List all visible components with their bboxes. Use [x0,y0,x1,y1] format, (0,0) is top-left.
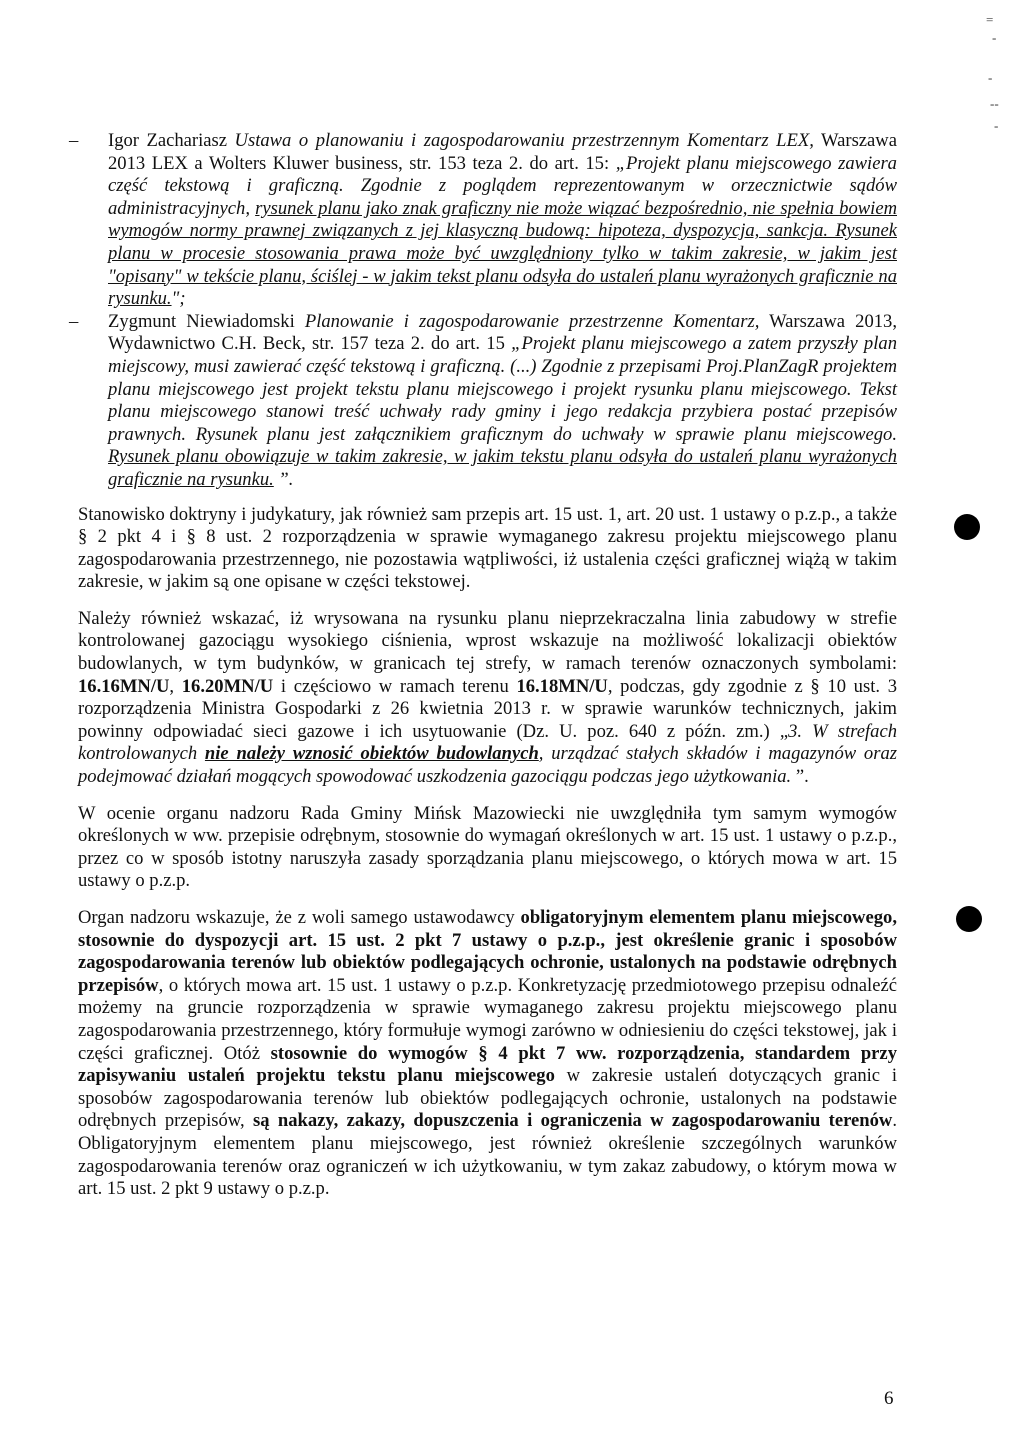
citation-author: Igor Zachariasz [108,130,235,151]
paragraph-text: Należy również wskazać, iż wrysowana na rysunku planu nieprzekraczalna linia zabudowy w strefie kontrolowanej gazociągu wysokiego ciśnienia, wprost wskazuje na możliwość lokalizacji obiektów budowlanych, w tym budynków, w granicach tej strefy, w ramach terenów oznaczonych symbolami: [78,607,897,675]
punch-hole-dot [954,514,980,540]
paragraph-text: ”. [791,766,809,788]
paragraph-text: , podczas, gdy zgodnie z § 10 ust. 3 rozporządzenia Ministra Gospodarki z 26 kwietnia 2013 r. w sprawie warunków technicznych, jakim powinny odpowiadać sieci gazowe i ich usytuowanie (Dz. U. poz. 640 z późn. zm.) „ [78,675,897,742]
punch-hole-dot [956,906,982,932]
citation-publication: Warszawa 2013, Wydawnictwo C.H. Beck, str. 157 teza 2. do art. 15 [108,310,897,355]
citation-quote: „Projekt planu miejscowego zawiera część tekstową i graficzną. Zgodnie z poglądem reprezentowanym w orzecznictwie sądów administracyjnych, [108,152,897,219]
document-body [69,130,898,1201]
paragraph-text: Organ nadzoru wskazuje, że z woli samego ustawodawcy [78,907,521,928]
bold-emphasis: stosownie do wymogów § 4 pkt 7 ww. rozporządzenia, standardem przy zapisywaniu ustaleń projektu tekstu planu miejscowego [78,1042,897,1087]
citation-publication: Warszawa 2013 LEX a Wolters Kluwer business, str. 153 teza 2. do art. 15: [108,130,897,174]
bullet-dash: – [69,310,79,332]
paragraph-text: w zakresie ustaleń dotyczących granic i sposobów zagospodarowania terenów lub obiektów podlegających ochronie, ustalonych na podstawie odrębnych przepisów, [78,1065,897,1132]
margin-mark: - [994,118,999,133]
zone-symbol: 16.20MN/U [181,675,274,697]
zone-symbol: 16.18MN/U [516,675,608,697]
citation-quote-underlined: Rysunek planu obowiązuje w takim zakresie, w jakim tekstu planu odsyła do ustaleń planu wyrażonych graficznie na rysunku. [108,446,897,490]
page-number: 6 [884,1388,894,1409]
citation-quote-underlined: rysunek planu jako znak graficzny nie może wiązać bezpośrednio, nie spełnia bowiem wymogów normy prawnej związanych z jej klasyczną budową: hipoteza, dyspozycja, sankcja. Rysunek planu w procesie stosowania prawa może być uwzględniony tylko w takim zakresie, w jakim jest "opisany" w tekście planu, ściślej - w jakim tekst planu odsyła do ustaleń planu wyrażonych graficznie na rysunku. [108,197,897,310]
paragraph [78,907,897,1201]
citation-title: Ustawa o planowaniu i zagospodarowaniu przestrzennym Komentarz LEX, [234,130,814,151]
paragraph [78,608,897,789]
paragraph-text: , o których mowa art. 15 ust. 1 ustawy o p.z.p. Konkretyzację przedmiotowego przepisu odnaleźć możemy na gruncie rozporządzenia w sprawie wymaganego zakresu projektu miejscowego planu zagospodarowania przestrzennego, który formułuje wymogi zarówno w odniesieniu do części tekstowej, jak i części graficznej. Otóż [78,974,897,1064]
zone-symbol: 16.16MN/U [78,675,170,697]
bold-emphasis: obligatoryjnym elementem planu miejscowego, stosownie do dyspozycji art. 15 ust. 2 pkt 7 ustawy o p.z.p., jest określenie granic i sposobów zagospodarowania terenów lub obiektów podlegających ochronie, ustalonych na podstawie odrębnych przepisów [78,907,897,996]
bullet-dash: – [69,130,79,151]
citation-quote-end: ”. [273,468,294,490]
margin-mark: - [992,30,997,45]
quote-text: , urządzać stałych składów i magazynów oraz podejmować działań mogących spowodować uszkodzenia gazociągu podczas jego użytkowania. [78,743,898,788]
citation-item [69,130,897,311]
bold-emphasis: są nakazy, zakazy, dopuszczenia i ograniczenia w zagospodarowaniu terenów [253,1110,893,1132]
paragraph-text: i częściowo w ramach terenu [273,675,517,697]
citation-author: Zygmunt Niewiadomski [108,310,305,332]
citation-title: Planowanie i zagospodarowanie przestrzenne Komentarz, [304,310,760,332]
quote-emphasis: nie należy wznosić obiektów budowlanych [204,743,539,765]
citation-item [69,310,897,492]
margin-mark: -- [990,96,999,111]
paragraph: W ocenie organu nadzoru Rada Gminy Mińsk Mazowiecki nie uwzględniła tym samym wymogów określonych w ww. przepisie odrębnym, stosownie do wymagań określonych w art. 15 ust. 1 ustawy o p.z.p., przez co w sposób istotny naruszyła zasady sporządzania planu miejscowego, o których mowa w art. 15 ustawy o p.z.p. [78,802,897,892]
paragraph-text: . Obligatoryjnym elementem planu miejscowego, jest również określenie szczególnych warunków zagospodarowania terenów oraz ograniczeń w ich użytkowaniu, w tym zakaz zabudowy, o którym mowa w art. 15 ust. 2 pkt 9 ustawy o p.z.p. [78,1110,897,1200]
citation-quote-end: "; [171,288,186,310]
margin-mark: - [988,70,993,85]
paragraph: Stanowisko doktryny i judykatury, jak również sam przepis art. 15 ust. 1, art. 20 ust. 1 ustawy o p.z.p., a także § 2 pkt 4 i § 8 ust. 2 rozporządzenia w sprawie wymaganego zakresu projektu miejscowego planu zagospodarowania przestrzennego, nie pozostawia wątpliwości, iż ustalenia części graficznej wiążą w takim zakresie, w jakim są one opisane w części tekstowej. [78,503,897,593]
margin-mark: = [986,12,994,27]
quote-text: 3. W strefach kontrolowanych [78,720,897,765]
paragraph-text: , [169,675,182,697]
citation-quote: „Projekt planu miejscowego a zatem przyszły plan miejscowy, musi zawierać część tekstową i graficzną. (...) Zgodnie z przepisami Proj.PlanZagR projektem planu miejscowego jest projekt tekstu planu miejscowego i projekt rysunku planu miejscowego. Tekst planu miejscowego stanowi treść uchwały rady gminy i jego redakcja przybiera postać przepisów prawnych. Rysunek planu jest załącznikiem graficznym do uchwały w sprawie planu miejscowego. [108,333,897,445]
